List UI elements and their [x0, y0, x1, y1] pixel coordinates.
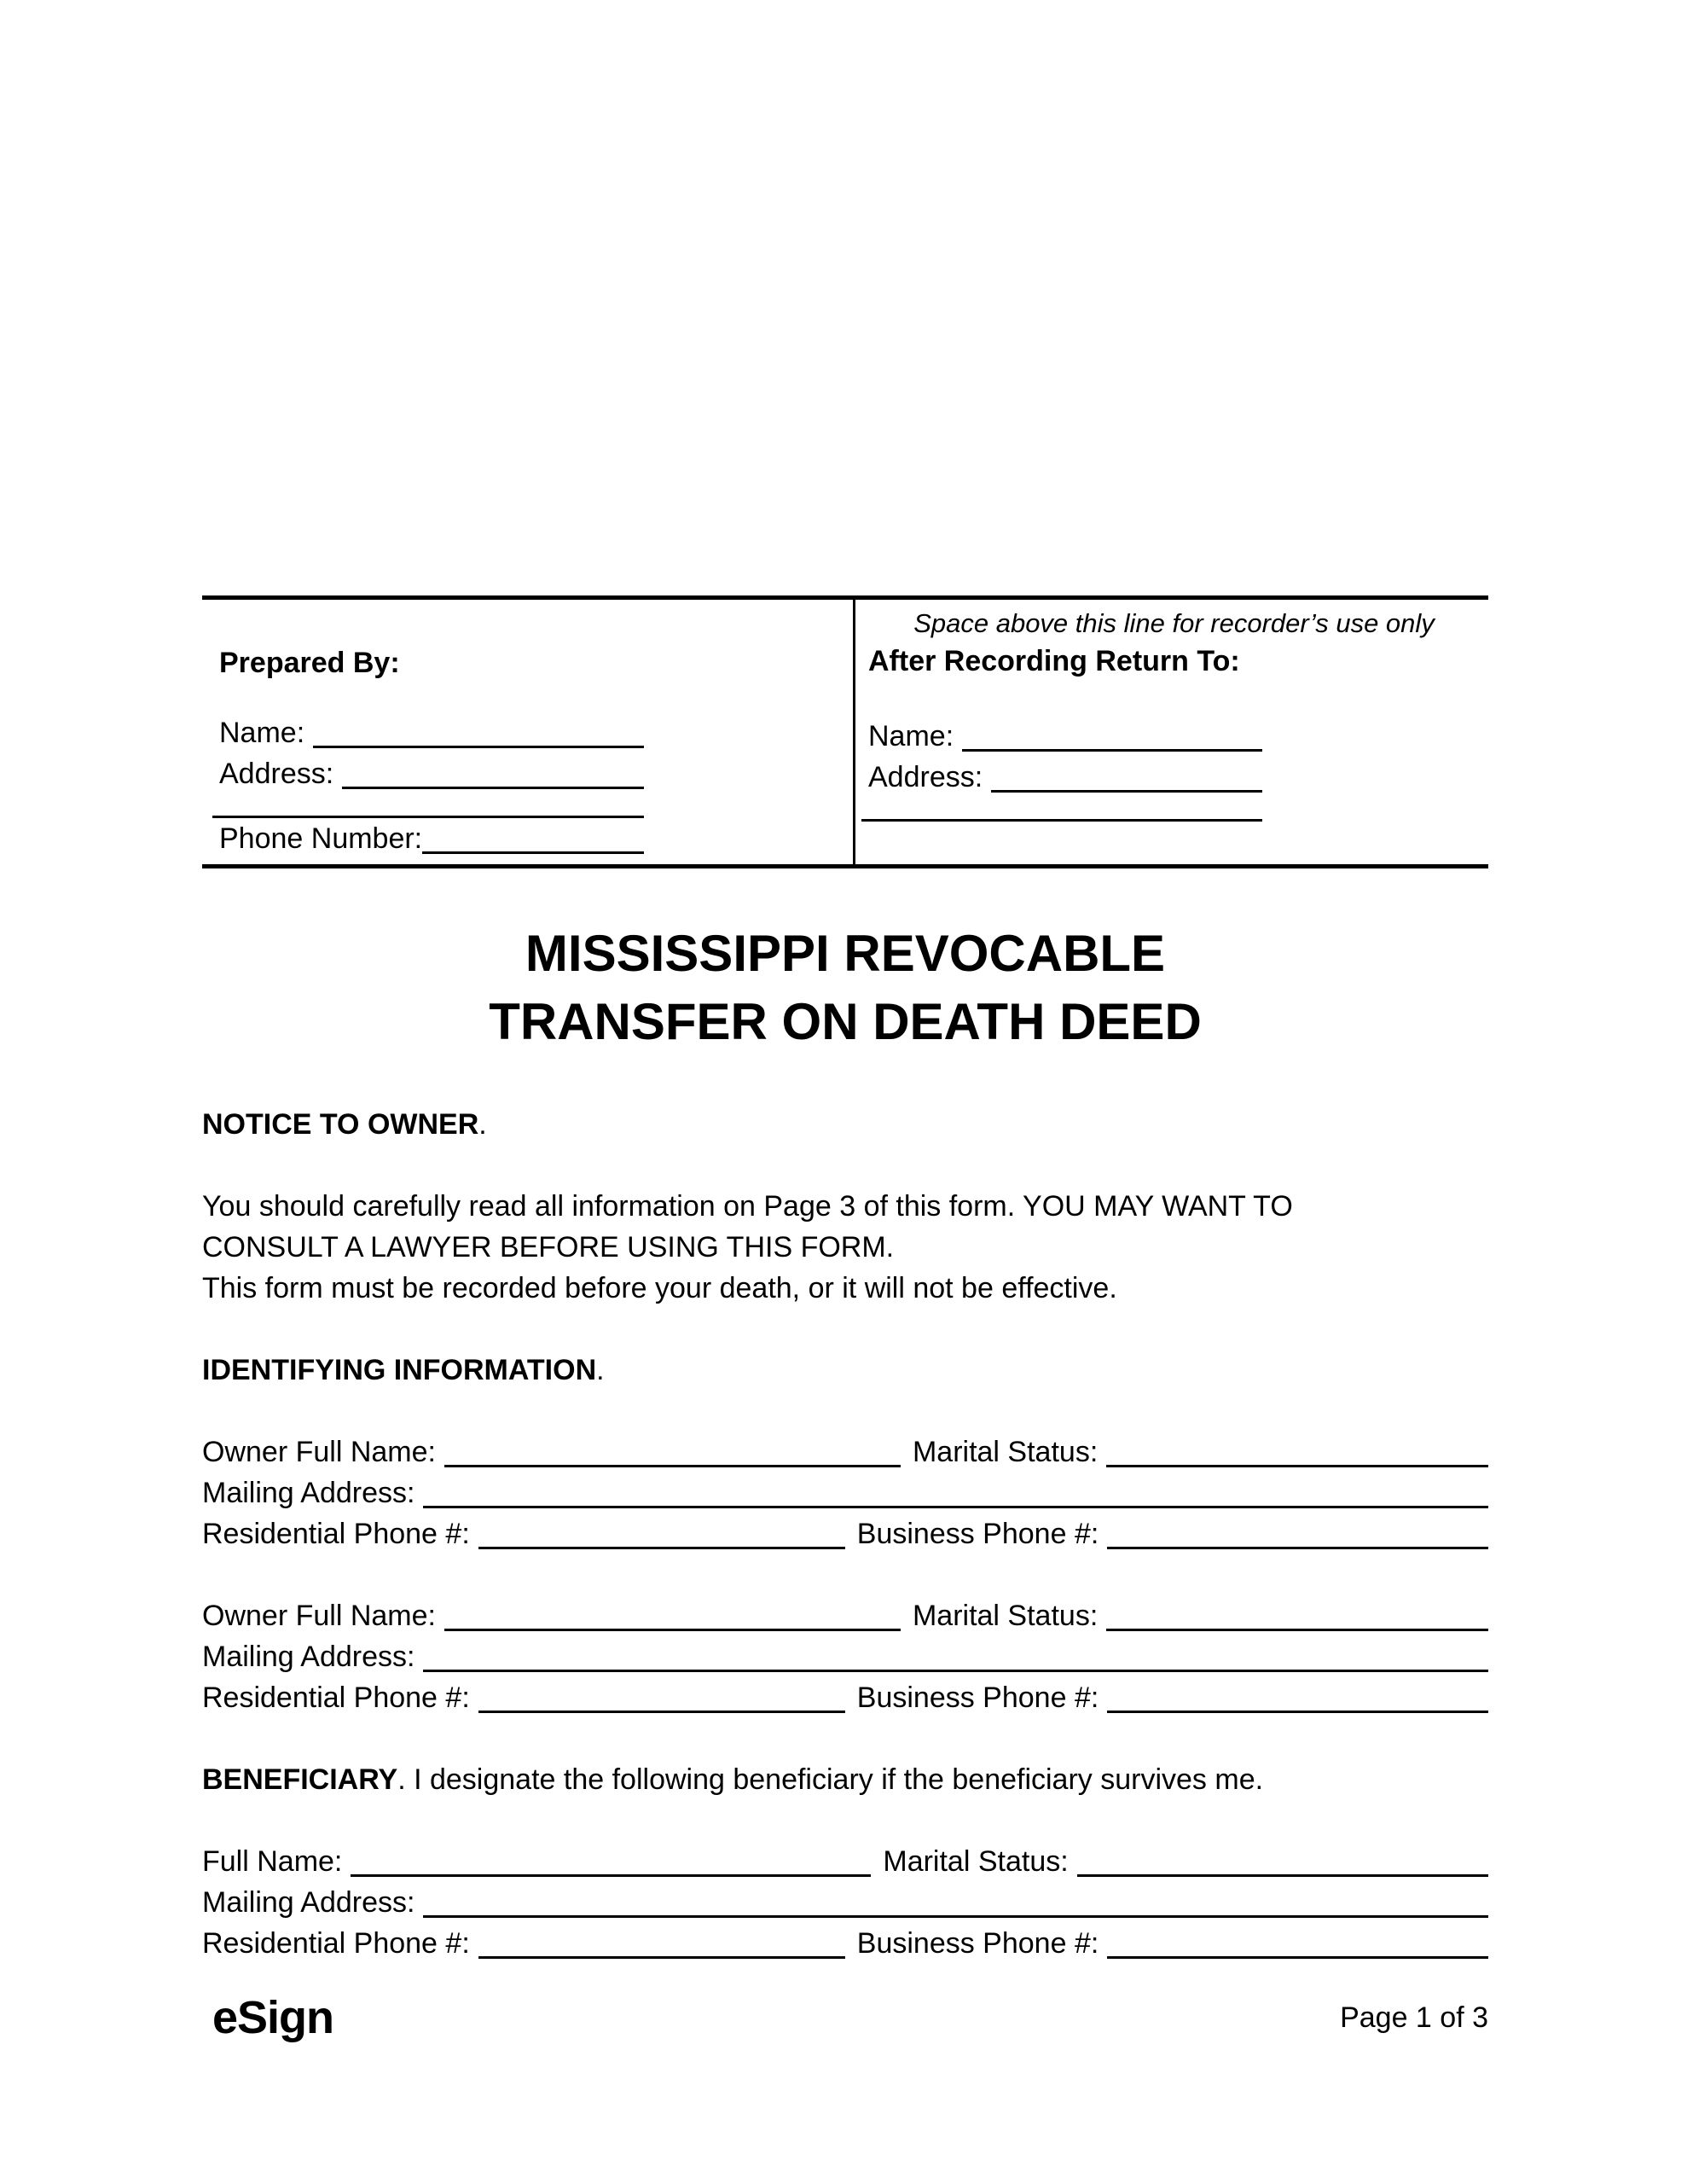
prepared-by-heading: Prepared By: — [219, 647, 400, 679]
notice-paragraph-line-1: You should carefully read all information on Page 3 of this form. YOU MAY WANT TO — [202, 1190, 1293, 1223]
document-title — [202, 920, 1488, 1056]
prepared-by-address-overflow-row — [212, 794, 644, 818]
identifying-information-heading: IDENTIFYING INFORMATION. — [202, 1354, 605, 1386]
recorder-use-notice: Space above this line for recorder’s use only — [913, 608, 1435, 638]
beneficiary-marital-status-line[interactable] — [1077, 1841, 1488, 1877]
prepared-by-phone-line[interactable] — [422, 818, 644, 854]
beneficiary-marital-status-label: Marital Status: — [883, 1845, 1069, 1878]
owner2-full-name-line[interactable] — [444, 1595, 901, 1631]
blank-line — [202, 1554, 1488, 1595]
return-to-address-overflow-row — [861, 798, 1262, 822]
owner2-marital-status-line[interactable] — [1106, 1595, 1488, 1631]
beneficiary-full-name-label: Full Name: — [202, 1845, 343, 1878]
recorder-box — [202, 595, 1488, 868]
beneficiary-name-row — [202, 1841, 1488, 1882]
owner-block-2 — [202, 1595, 1488, 1718]
blank-line — [202, 1718, 1488, 1759]
prepared-by-address-label: Address: — [219, 758, 334, 790]
blank-line — [202, 1309, 1488, 1350]
owner2-business-phone-line[interactable] — [1107, 1677, 1488, 1713]
return-to-heading: After Recording Return To: — [868, 645, 1240, 677]
beneficiary-mailing-row — [202, 1882, 1488, 1923]
owner1-phones-row — [202, 1513, 1488, 1554]
form-body — [202, 1104, 1488, 1964]
page-footer — [202, 1988, 1488, 2048]
prepared-by-address-line-2[interactable] — [212, 796, 644, 818]
owner-block-1 — [202, 1432, 1488, 1554]
owner1-marital-status-line[interactable] — [1106, 1432, 1488, 1467]
beneficiary-heading-row — [202, 1759, 1488, 1800]
esign-logo: eSign — [212, 1992, 334, 2043]
beneficiary-sentence: . I designate the following beneficiary if the beneficiary survives me. — [397, 1763, 1264, 1796]
blank-line — [202, 1391, 1488, 1432]
notice-paragraph-line-2: CONSULT A LAWYER BEFORE USING THIS FORM. — [202, 1231, 895, 1263]
owner1-name-row — [202, 1432, 1488, 1472]
return-to-address-line-2[interactable] — [861, 799, 1262, 822]
document-title-line-1: MISSISSIPPI REVOCABLE — [525, 925, 1166, 982]
owner1-mailing-address-label: Mailing Address: — [202, 1477, 415, 1509]
owner1-full-name-line[interactable] — [444, 1432, 901, 1467]
owner1-business-phone-label: Business Phone #: — [856, 1518, 1099, 1550]
owner1-business-phone-line[interactable] — [1107, 1513, 1488, 1549]
return-to-section — [855, 600, 1488, 864]
beneficiary-residential-phone-line[interactable] — [478, 1923, 845, 1959]
prepared-by-address-line[interactable] — [342, 753, 644, 789]
return-to-address-row — [868, 757, 1262, 798]
blank-line — [202, 1145, 1488, 1186]
prepared-by-section — [202, 600, 855, 864]
beneficiary-phones-row — [202, 1923, 1488, 1964]
owner2-business-phone-label: Business Phone #: — [856, 1682, 1099, 1714]
owner2-mailing-row — [202, 1636, 1488, 1677]
owner1-mailing-address-line[interactable] — [423, 1472, 1488, 1508]
owner1-residential-phone-label: Residential Phone #: — [202, 1518, 470, 1550]
return-to-name-line[interactable] — [962, 716, 1262, 752]
owner1-residential-phone-line[interactable] — [478, 1513, 845, 1549]
owner1-mailing-row — [202, 1472, 1488, 1513]
beneficiary-business-phone-label: Business Phone #: — [856, 1927, 1099, 1960]
prepared-by-name-line[interactable] — [313, 712, 644, 748]
prepared-by-name-row — [219, 712, 644, 753]
return-to-address-line[interactable] — [991, 757, 1262, 793]
page-indicator: Page 1 of 3 — [1340, 2001, 1488, 2034]
prepared-by-phone-row — [219, 818, 644, 859]
notice-to-owner-heading: NOTICE TO OWNER. — [202, 1108, 487, 1141]
owner2-residential-phone-line[interactable] — [478, 1677, 845, 1713]
owner2-marital-status-label: Marital Status: — [912, 1600, 1099, 1632]
owner2-full-name-label: Owner Full Name: — [202, 1600, 436, 1632]
blank-line — [202, 1800, 1488, 1841]
return-to-name-label: Name: — [868, 720, 954, 752]
beneficiary-mailing-address-label: Mailing Address: — [202, 1886, 415, 1919]
owner2-name-row — [202, 1595, 1488, 1636]
prepared-by-name-label: Name: — [219, 717, 305, 749]
beneficiary-business-phone-line[interactable] — [1107, 1923, 1488, 1959]
document-title-line-2: TRANSFER ON DEATH DEED — [489, 993, 1202, 1050]
owner1-marital-status-label: Marital Status: — [912, 1436, 1099, 1468]
owner1-full-name-label: Owner Full Name: — [202, 1436, 436, 1468]
owner2-phones-row — [202, 1677, 1488, 1718]
owner2-mailing-address-label: Mailing Address: — [202, 1641, 415, 1673]
beneficiary-block — [202, 1841, 1488, 1964]
notice-paragraph-line-3: This form must be recorded before your death, or it will not be effective. — [202, 1272, 1117, 1304]
beneficiary-heading: BENEFICIARY — [202, 1763, 398, 1796]
beneficiary-full-name-line[interactable] — [351, 1841, 871, 1877]
return-to-name-row — [868, 716, 1262, 757]
beneficiary-residential-phone-label: Residential Phone #: — [202, 1927, 470, 1960]
prepared-by-phone-label: Phone Number: — [219, 822, 423, 855]
owner2-residential-phone-label: Residential Phone #: — [202, 1682, 470, 1714]
prepared-by-address-row — [219, 753, 644, 794]
return-to-address-label: Address: — [868, 761, 983, 793]
owner2-mailing-address-line[interactable] — [423, 1636, 1488, 1672]
beneficiary-mailing-address-line[interactable] — [423, 1882, 1488, 1918]
